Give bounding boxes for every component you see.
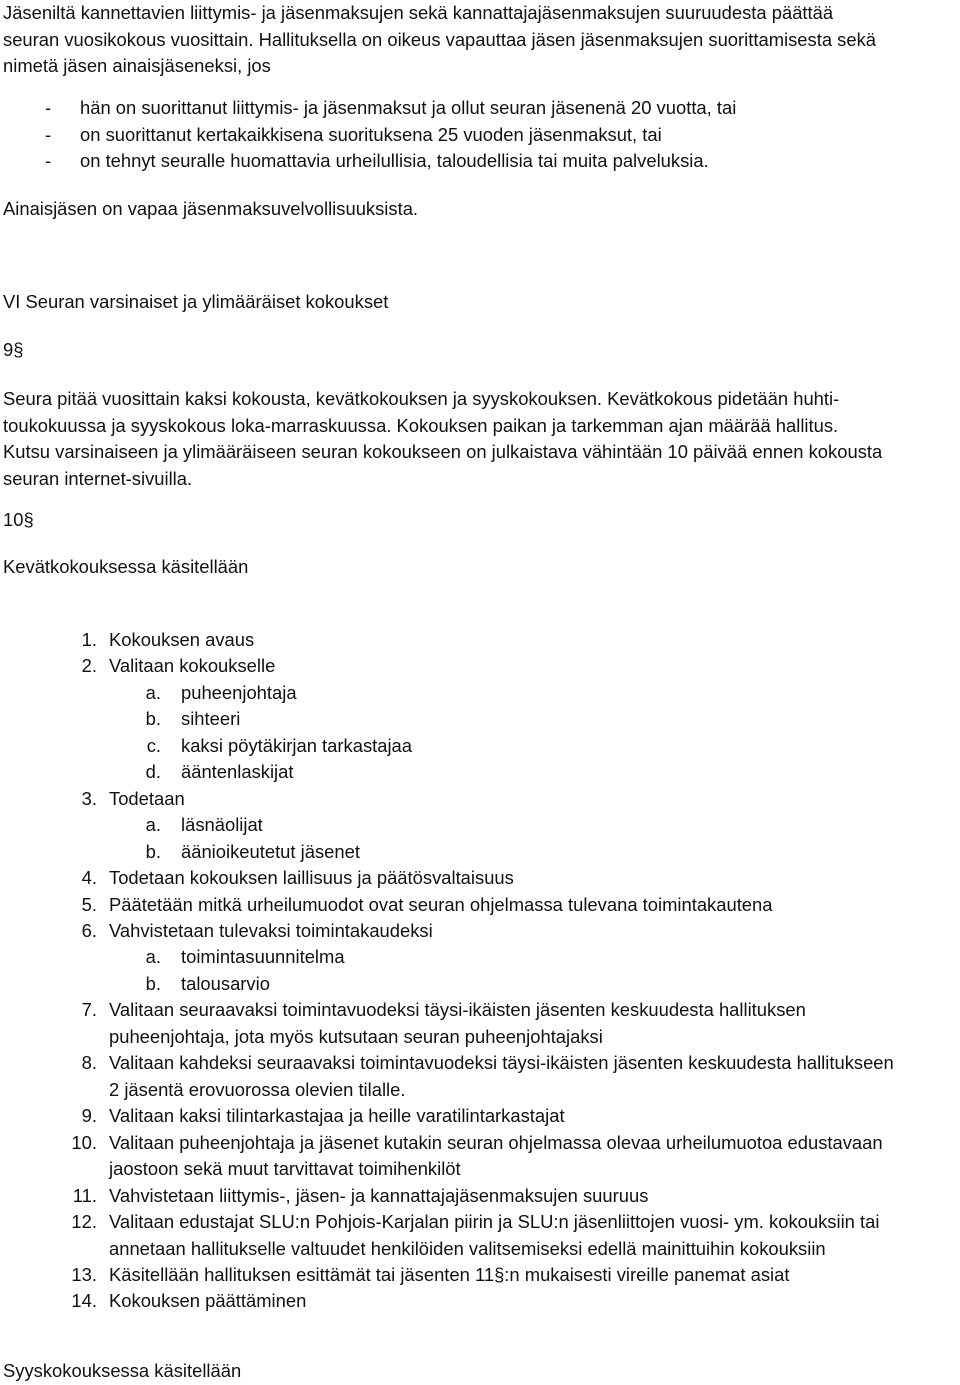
agenda-number: 2. [81, 655, 97, 676]
agenda-subletter: b. [145, 973, 161, 994]
agenda-subtext: ääntenlaskijat [181, 761, 294, 782]
agenda-text: Käsitellään hallituksen esittämät tai jäsenten 11§:n mukaisesti vireille panemat asiat [109, 1264, 790, 1285]
dash-marker: - [45, 97, 52, 118]
agenda-subletter: a. [145, 814, 161, 835]
agenda-text: Todetaan kokouksen laillisuus ja päätösvaltaisuus [109, 867, 514, 888]
dash-marker: - [45, 124, 52, 145]
autumn-meeting-heading: Syyskokouksessa käsitellään [3, 1360, 242, 1381]
agenda-text-line: 2 jäsentä erovuorossa olevien tilalle. [109, 1079, 406, 1100]
agenda-text-line: Valitaan edustajat SLU:n Pohjois-Karjalan piirin ja SLU:n jäsenliittojen vuosi- ym. kokouksiin tai [109, 1211, 880, 1232]
agenda-text: Kokouksen avaus [109, 629, 255, 650]
agenda-text: Vahvistetaan liittymis-, jäsen- ja kannattajajäsenmaksujen suuruus [109, 1185, 649, 1206]
agenda-text-line: Valitaan puheenjohtaja ja jäsenet kutakin seuran ohjelmassa olevaa urheilumuotoa edustavaan [109, 1132, 883, 1153]
agenda-subletter: d. [145, 761, 161, 782]
condition-text: on suorittanut kertakaikkisena suorituksena 25 vuoden jäsenmaksut, tai [80, 124, 662, 145]
intro-paragraph [3, 0, 958, 80]
dash-marker: - [45, 150, 52, 171]
agenda-subletter: b. [145, 708, 161, 729]
paragraph-10-label: 10§ [3, 509, 34, 530]
honorary-note: Ainaisjäsen on vapaa jäsenmaksuvelvollisuuksista. [3, 198, 419, 219]
intro-line-2: seuran vuosikokous vuosittain. Hallituksella on oikeus vapauttaa jäsen jäsenmaksujen suorittamisesta sekä [3, 28, 877, 50]
agenda-number: 1. [81, 629, 97, 650]
agenda-subtext: sihteeri [181, 708, 241, 729]
agenda-number: 9. [81, 1105, 97, 1126]
agenda-subtext: kaksi pöytäkirjan tarkastajaa [181, 735, 413, 756]
condition-text: on tehnyt seuralle huomattavia urheilullisia, taloudellisia tai muita palveluksia. [80, 150, 709, 171]
agenda-number: 7. [81, 999, 97, 1020]
paragraph-9-line-2: toukokuussa ja syyskokous loka-marraskuussa. Kokouksen paikan ja tarkemman ajan määrää hallitus. [3, 414, 839, 436]
agenda-number: 3. [81, 788, 97, 809]
agenda-number: 11. [72, 1185, 97, 1206]
agenda-subletter: b. [145, 841, 161, 862]
intro-line-1: Jäseniltä kannettavien liittymis- ja jäsenmaksujen sekä kannattajajäsenmaksujen suuruudesta päättää [3, 2, 834, 23]
agenda-number: 5. [81, 894, 97, 915]
paragraph-9-line-4: seuran internet-sivuilla. [3, 467, 193, 489]
agenda-subtext: äänioikeutetut jäsenet [181, 841, 360, 862]
agenda-text: Valitaan kokoukselle [109, 655, 276, 676]
paragraph-9-label: 9§ [3, 339, 24, 360]
agenda-number: 13. [71, 1264, 97, 1285]
agenda-subtext: läsnäolijat [181, 814, 263, 835]
agenda-text-line: jaostoon sekä muut tarvittavat toimihenkilöt [109, 1158, 461, 1179]
agenda-number: 10. [71, 1132, 97, 1153]
agenda-text-line: annetaan hallitukselle valtuudet henkilöiden valitsemiseksi edellä mainittuihin kokouksiin [109, 1238, 826, 1259]
agenda-text-line: puheenjohtaja, jota myös kutsutaan seuran puheenjohtajaksi [109, 1026, 603, 1047]
section-title: VI Seuran varsinaiset ja ylimääräiset kokoukset [3, 291, 389, 312]
condition-text: hän on suorittanut liittymis- ja jäsenmaksut ja ollut seuran jäsenenä 20 vuotta, tai [80, 97, 737, 118]
agenda-text: Kokouksen päättäminen [109, 1290, 307, 1311]
agenda-subletter: a. [145, 682, 161, 703]
agenda-number: 8. [81, 1052, 97, 1073]
agenda-text-line: Valitaan seuraavaksi toimintavuodeksi täysi-ikäisten jäsenten keskuudesta hallituksen [109, 999, 806, 1020]
spring-meeting-heading: Kevätkokouksessa käsitellään [3, 556, 249, 577]
agenda-subtext: toimintasuunnitelma [181, 946, 345, 967]
agenda-subletter: a. [145, 946, 161, 967]
intro-line-3: nimetä jäsen ainaisjäseneksi, jos [3, 55, 271, 76]
agenda-subtext: puheenjohtaja [181, 682, 297, 703]
agenda-number: 4. [81, 867, 97, 888]
agenda-text: Valitaan kaksi tilintarkastajaa ja heille varatilintarkastajat [109, 1105, 565, 1126]
agenda-number: 12. [71, 1211, 97, 1232]
paragraph-9-line-3: Kutsu varsinaiseen ja ylimääräiseen seuran kokoukseen on julkaistava vähintään 10 päivää ennen kokousta [3, 441, 883, 462]
agenda-text: Todetaan [109, 788, 185, 809]
agenda-text: Päätetään mitkä urheilumuodot ovat seuran ohjelmassa tulevana toimintakautena [109, 894, 773, 915]
agenda-text-line: Valitaan kahdeksi seuraavaksi toimintavuodeksi täysi-ikäisten jäsenten keskuudesta hallitukseen [109, 1052, 894, 1073]
paragraph-9-text [3, 386, 958, 492]
agenda-text: Vahvistetaan tulevaksi toimintakaudeksi [109, 920, 433, 941]
agenda-subletter: c. [146, 735, 161, 756]
agenda-subtext: talousarvio [181, 973, 270, 994]
agenda-number: 6. [81, 920, 97, 941]
agenda-number: 14. [71, 1290, 97, 1311]
paragraph-9-line-1: Seura pitää vuosittain kaksi kokousta, kevätkokouksen ja syyskokouksen. Kevätkokous pidetään huhti- [3, 388, 840, 409]
